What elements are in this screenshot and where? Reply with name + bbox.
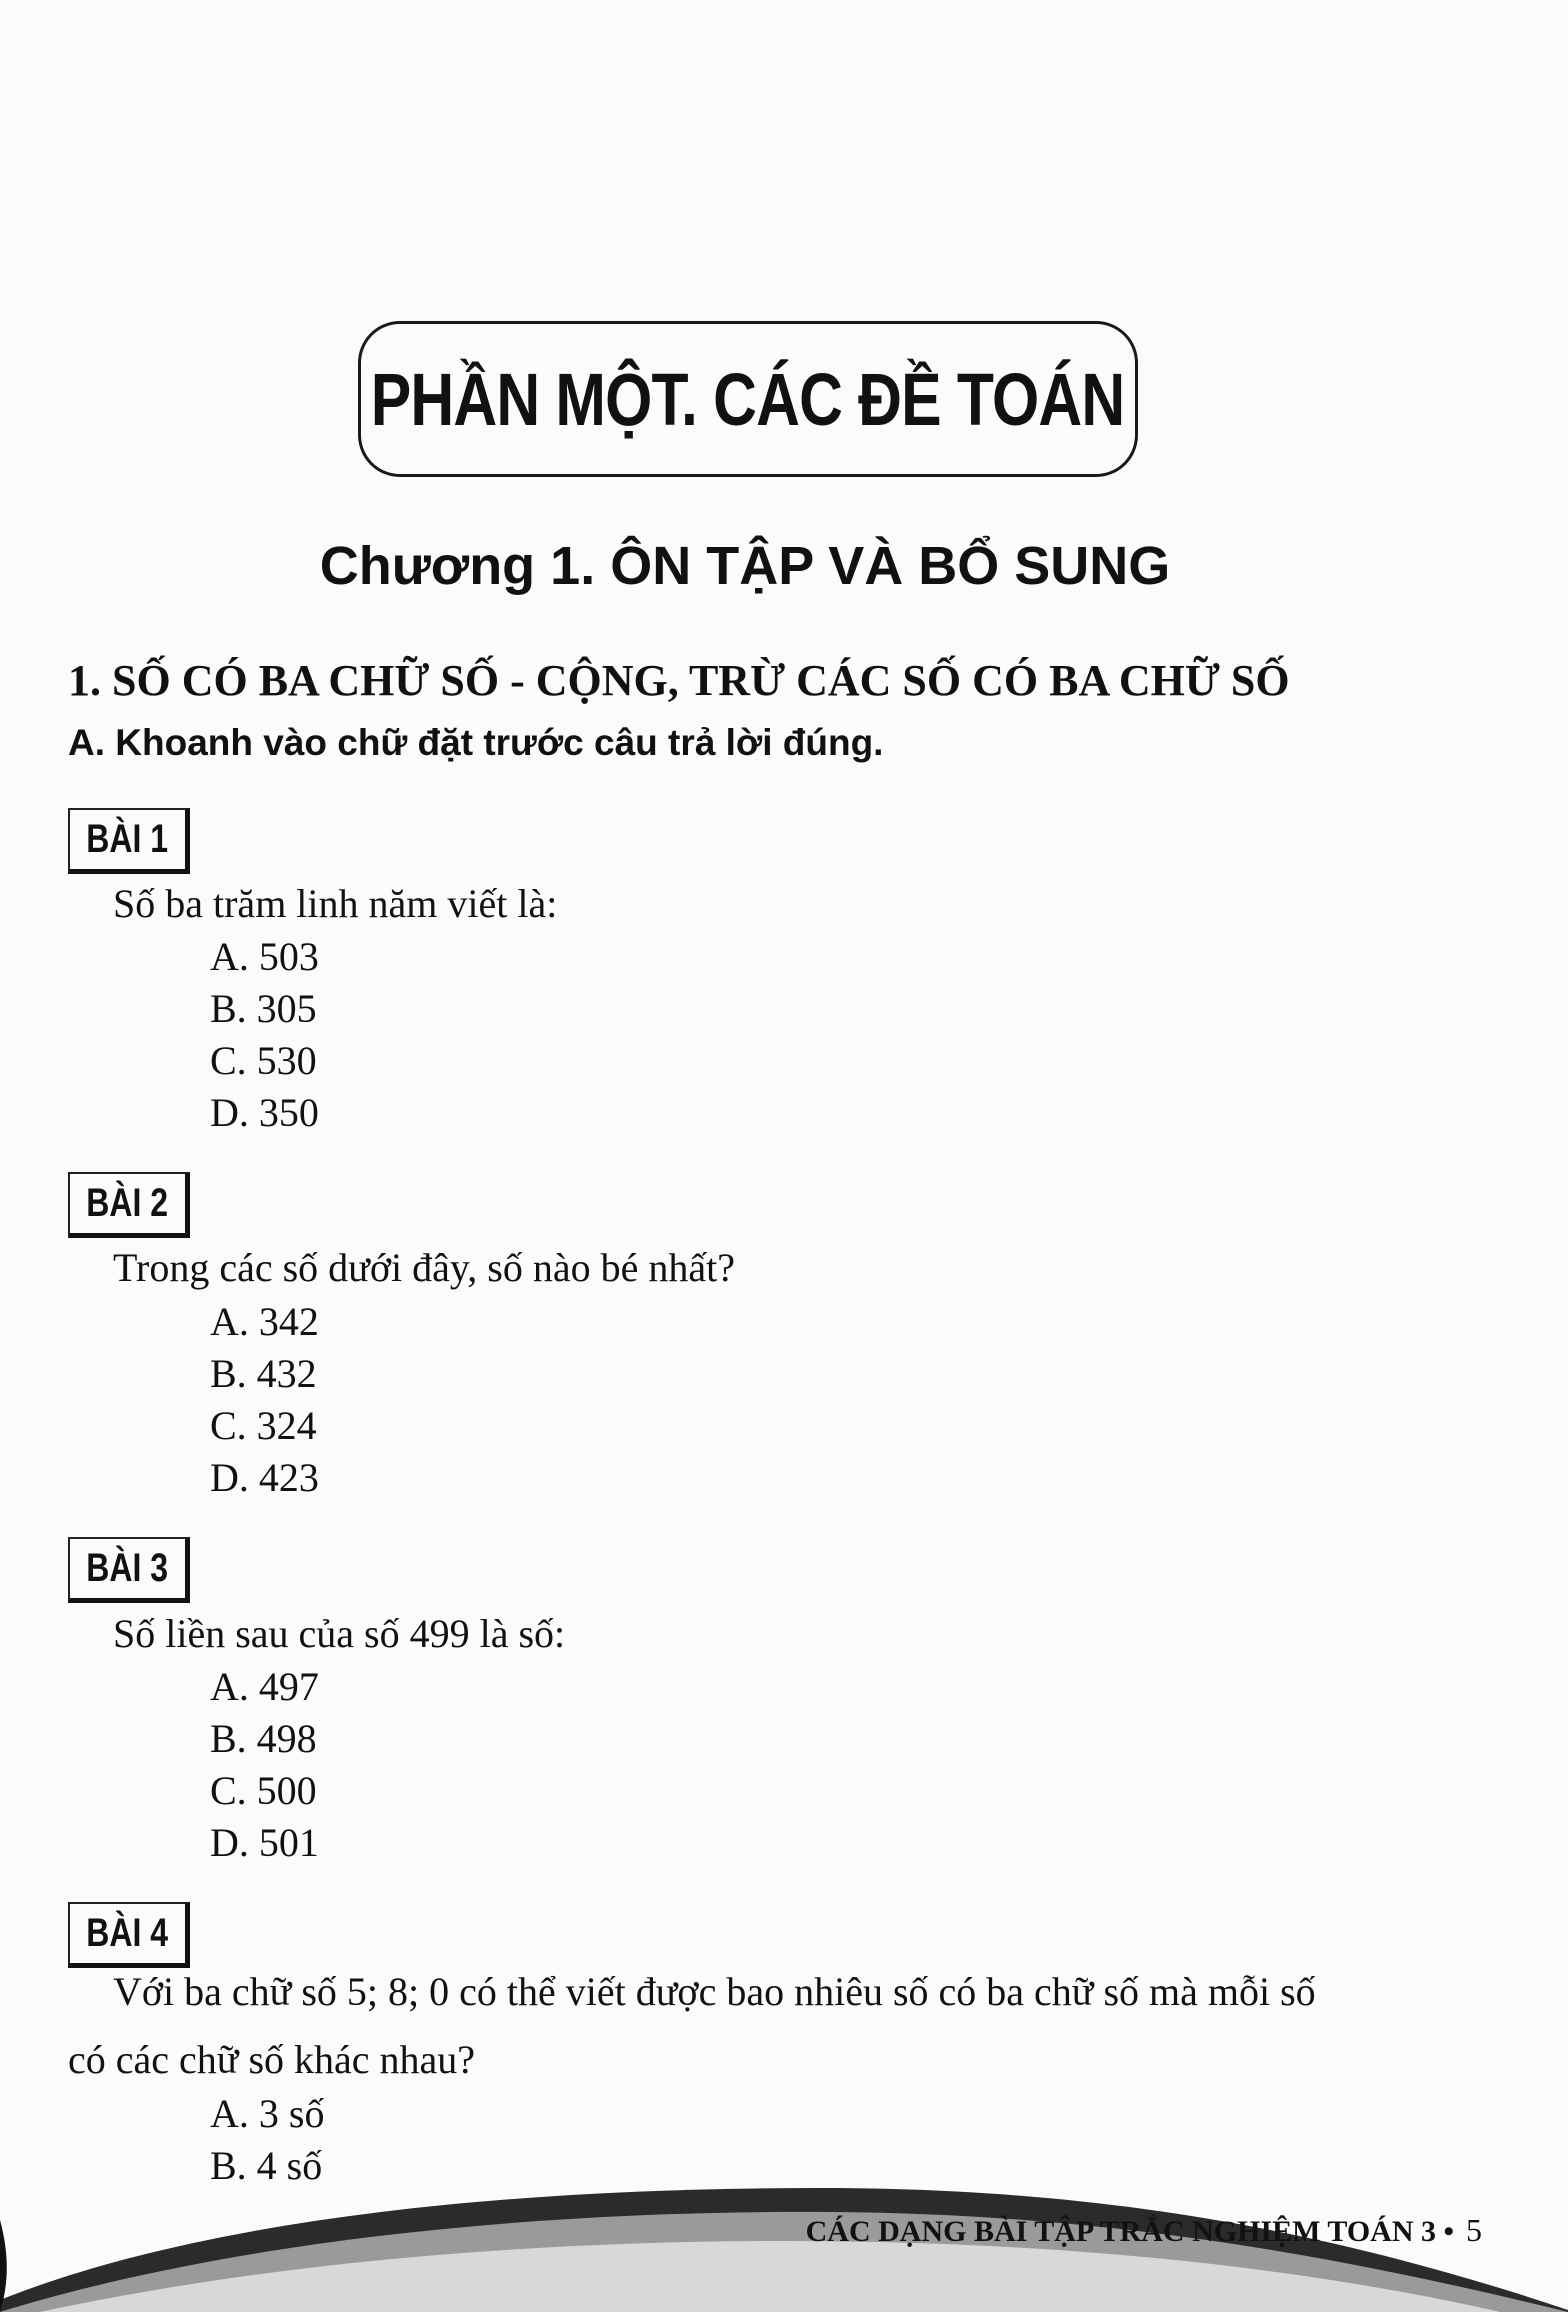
part-title-box (358, 321, 1138, 477)
exercise-2-option-b: B. 432 (210, 1351, 317, 1396)
exercise-2-option-d: D. 423 (210, 1455, 319, 1500)
exercise-3-option-c: C. 500 (210, 1768, 317, 1813)
exercise-label-1: BÀI 1 (68, 808, 190, 874)
exercise-label-2: BÀI 2 (68, 1172, 190, 1238)
exercise-4-option-a: A. 3 số (210, 2091, 325, 2136)
exercise-3-option-a: A. 497 (210, 1664, 319, 1709)
section-title: 1. SỐ CÓ BA CHỮ SỐ - CỘNG, TRỪ CÁC SỐ CÓ BA CHỮ SỐ (68, 656, 1290, 705)
exercise-question-3: Số liền sau của số 499 là số: (113, 1611, 566, 1656)
exercise-4-option-b: B. 4 số (210, 2143, 323, 2188)
exercise-question-1: Số ba trăm linh năm viết là: (113, 881, 558, 926)
footer-title: CÁC DẠNG BÀI TẬP TRẮC NGHIỆM TOÁN 3 • (805, 2215, 1454, 2248)
exercise-label-4: BÀI 4 (68, 1902, 190, 1968)
chapter-title: Chương 1. ÔN TẬP VÀ BỔ SUNG (319, 536, 1171, 596)
part-title: PHẦN MỘT. CÁC ĐỀ TOÁN (371, 357, 1125, 441)
exercise-1-option-d: D. 350 (210, 1090, 319, 1135)
exercise-question-4-cont: có các chữ số khác nhau? (68, 2037, 476, 2082)
footer-book-title (806, 2212, 1482, 2249)
exercise-1-option-a: A. 503 (210, 934, 319, 979)
page-number: 5 (1466, 2212, 1482, 2248)
exercise-1-option-c: C. 530 (210, 1038, 317, 1083)
exercise-3-option-d: D. 501 (210, 1820, 319, 1865)
exercise-label-3: BÀI 3 (68, 1537, 190, 1603)
exercise-question-4: Với ba chữ số 5; 8; 0 có thể viết được bao nhiêu số có ba chữ số mà mỗi số (113, 1969, 1316, 2014)
exercise-question-2: Trong các số dưới đây, số nào bé nhất? (113, 1245, 735, 1290)
exercise-3-option-b: B. 498 (210, 1716, 317, 1761)
exercise-2-option-c: C. 324 (210, 1403, 317, 1448)
exercise-1-option-b: B. 305 (210, 986, 317, 1031)
instruction: A. Khoanh vào chữ đặt trước câu trả lời đúng. (68, 722, 884, 763)
exercise-2-option-a: A. 342 (210, 1299, 319, 1344)
